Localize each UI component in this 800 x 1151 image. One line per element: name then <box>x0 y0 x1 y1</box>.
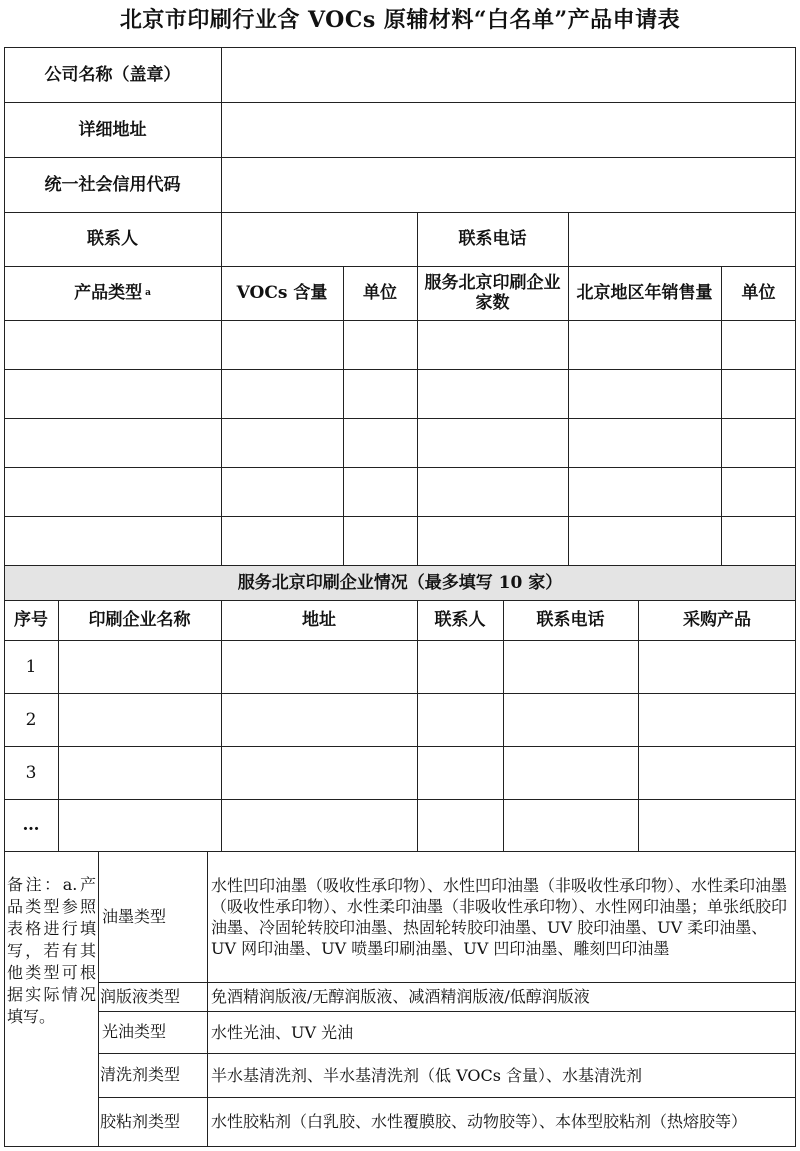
voc-header: VOCs 含量 <box>236 283 328 303</box>
product-row[interactable] <box>4 467 796 516</box>
category-name: 油墨类型 <box>102 906 167 926</box>
product-row[interactable] <box>4 320 796 369</box>
product-row[interactable] <box>4 516 796 565</box>
unit-header: 单位 <box>363 283 397 303</box>
contact-field[interactable] <box>221 212 417 266</box>
category-description: 水性胶粘剂（白乳胶、水性覆膜胶、动物胶等）、本体型胶粘剂（热熔胶等） <box>211 1112 748 1131</box>
seq-header: 序号 <box>14 610 48 630</box>
phone-label: 联系电话 <box>458 229 527 249</box>
product-type-header <box>4 266 221 320</box>
credit-code-field[interactable] <box>221 157 796 212</box>
product-type-header-text: 产品类型 <box>74 283 143 303</box>
form-title: 北京市印刷行业含 VOCs 原辅材料“白名单”产品申请表 <box>119 7 681 33</box>
enterprise-row[interactable] <box>58 799 796 851</box>
enterprise-address-header: 地址 <box>302 610 336 630</box>
enterprise-row-number: 2 <box>25 709 37 730</box>
enterprise-row[interactable] <box>58 693 796 746</box>
credit-code-label: 统一社会信用代码 <box>44 174 181 195</box>
enterprise-row-ellipsis: … <box>22 815 40 835</box>
annual-sales-header: 北京地区年销售量 <box>576 283 713 303</box>
product-row[interactable] <box>4 418 796 467</box>
enterprise-product-header: 采购产品 <box>683 610 751 630</box>
address-label: 详细地址 <box>78 119 147 140</box>
category-name: 润版液类型 <box>100 986 181 1006</box>
address-field[interactable] <box>221 102 796 157</box>
category-name: 胶粘剂类型 <box>100 1111 181 1131</box>
unit2-header: 单位 <box>741 283 776 303</box>
footnote-marker: a <box>145 288 151 298</box>
product-row[interactable] <box>4 369 796 418</box>
category-description: 半水基清洗剂、半水基清洗剂（低 VOCs 含量）、水基清洗剂 <box>211 1065 643 1085</box>
company-name-label: 公司名称（盖章） <box>44 64 181 85</box>
contact-label: 联系人 <box>87 229 138 249</box>
category-name: 光油类型 <box>102 1022 167 1041</box>
enterprise-row-number: 1 <box>25 656 37 677</box>
enterprise-row[interactable] <box>58 640 796 693</box>
enterprise-contact-header: 联系人 <box>434 610 486 630</box>
phone-field[interactable] <box>568 212 796 266</box>
enterprise-row-number: 3 <box>25 762 37 783</box>
serve-count-header: 服务北京印刷企业家数 <box>424 273 561 313</box>
company-name-field[interactable] <box>221 47 796 102</box>
category-name: 清洗剂类型 <box>100 1065 181 1084</box>
enterprise-phone-header: 联系电话 <box>536 610 605 630</box>
application-form <box>4 47 796 1147</box>
enterprise-row[interactable] <box>58 746 796 799</box>
category-description: 免酒精润版液/无醇润版液、减酒精润版液/低醇润版液 <box>211 987 590 1006</box>
category-description: 水性凹印油墨（吸收性承印物）、水性凹印油墨（非吸收性承印物）、水性柔印油墨（吸收性承印物）、水性柔印油墨（非吸收性承印物）、水性网印油墨；单张纸胶印油墨、冷固轮转胶印油墨、热固轮转胶印油墨、UV 胶印油墨、UV 柔印油墨、UV 网印油墨、UV 喷墨印刷油墨、UV 凹印油墨、雕刻凹印油墨 <box>211 875 788 958</box>
enterprise-section-title: 服务北京印刷企业情况（最多填写 10 家） <box>237 572 563 593</box>
notes-text: 备注：a.产品类型参照表格进行填写，若有其他类型可根据实际情况填写。 <box>7 875 96 1026</box>
enterprise-name-header: 印刷企业名称 <box>88 610 191 630</box>
category-description: 水性光油、UV 光油 <box>211 1022 354 1042</box>
